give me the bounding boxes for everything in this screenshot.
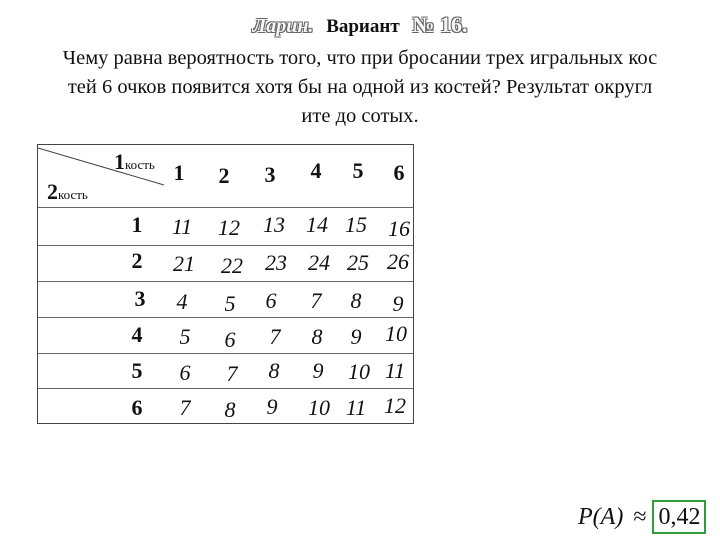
answer-value: 0,42 [658, 504, 701, 530]
column-header: 1 [173, 160, 185, 185]
table-cell: 9 [312, 358, 324, 383]
table-cell: 12 [218, 215, 240, 240]
table-cell: 11 [171, 214, 193, 239]
table-cell: 9 [266, 394, 278, 419]
variant-label: Вариант [326, 16, 400, 37]
table-cell: 13 [263, 212, 285, 237]
column-header: 5 [352, 158, 364, 183]
table-cell: 15 [345, 212, 367, 237]
approx-sign: ≈ [633, 504, 647, 530]
corner-label-die2: 2кость [47, 179, 88, 204]
table-cell: 6 [179, 360, 191, 385]
table-cell: 12 [384, 393, 406, 418]
table-cell: 11 [345, 395, 367, 420]
table-cell: 10 [348, 359, 370, 384]
divider-line [38, 245, 413, 246]
table-cell: 24 [308, 250, 330, 275]
table-cell: 7 [226, 361, 238, 386]
divider-line [38, 281, 413, 282]
table-cell: 8 [268, 358, 280, 383]
problem-line: тей 6 очков появится хотя бы на одной из костей? Результат округл [67, 76, 653, 98]
corner-label-die1: 1кость [114, 149, 155, 174]
table-cell: 8 [311, 324, 323, 349]
divider-line [38, 207, 413, 208]
row-header: 2 [131, 248, 143, 273]
table-cell: 26 [387, 249, 409, 274]
row-header: 6 [131, 395, 143, 420]
column-header: 4 [310, 158, 322, 183]
table-cell: 7 [179, 395, 191, 420]
row-header: 1 [131, 212, 143, 237]
column-header: 6 [393, 160, 405, 185]
problem-line: Чему равна вероятность того, что при бросании трех игральных кос [62, 47, 658, 69]
table-cell: 4 [176, 289, 188, 314]
divider-line [38, 353, 413, 354]
problem-text [8, 44, 712, 131]
probability-symbol: P(A) [578, 504, 624, 530]
table-cell: 22 [221, 253, 243, 278]
row-header: 5 [131, 358, 143, 383]
divider-line [38, 388, 413, 389]
problem-line: ите до сотых. [301, 105, 419, 127]
table-cell: 6 [265, 288, 277, 313]
row-header: 3 [134, 286, 146, 311]
table-cell: 16 [388, 216, 410, 241]
table-cell: 6 [224, 327, 236, 352]
table-cell: 5 [224, 291, 236, 316]
table-cell: 8 [350, 288, 362, 313]
answer-box [652, 500, 706, 534]
slide-header [0, 14, 720, 38]
column-header: 3 [264, 162, 276, 187]
column-header: 2 [218, 163, 230, 188]
table-cell: 25 [347, 250, 369, 275]
variant-number: № 16. [412, 12, 468, 37]
table-cell: 7 [269, 324, 281, 349]
author-name: Ларин. [252, 15, 314, 37]
divider-line [38, 317, 413, 318]
row-header: 4 [131, 322, 143, 347]
table-cell: 10 [308, 395, 330, 420]
table-cell: 7 [310, 288, 322, 313]
dice-sum-table [37, 144, 414, 424]
table-cell: 9 [350, 324, 362, 349]
table-cell: 5 [179, 324, 191, 349]
table-cell: 9 [392, 291, 404, 316]
table-cell: 8 [224, 397, 236, 422]
table-cell: 21 [173, 251, 195, 276]
table-cell: 11 [384, 358, 406, 383]
table-cell: 14 [306, 212, 328, 237]
table-cell: 23 [265, 250, 287, 275]
table-cell: 10 [385, 321, 407, 346]
answer-formula [578, 500, 706, 534]
